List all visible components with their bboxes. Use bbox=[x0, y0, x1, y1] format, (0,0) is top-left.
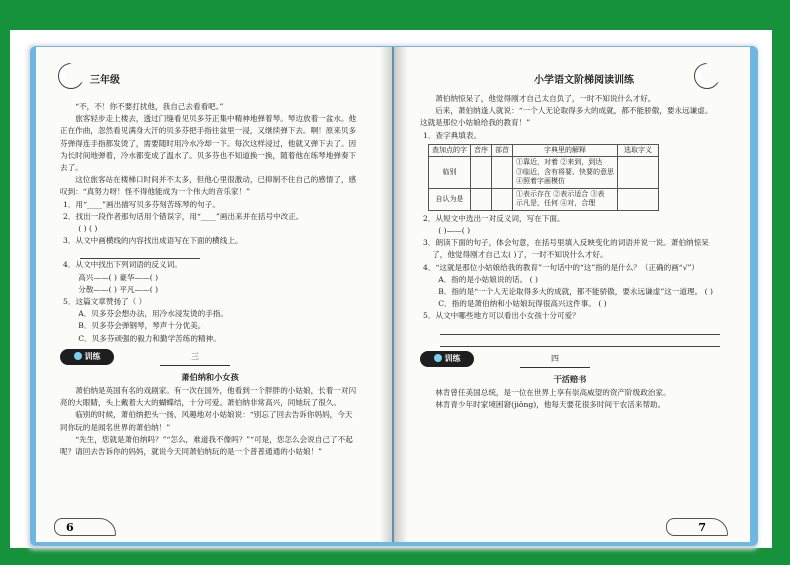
book-gutter-shadow bbox=[380, 47, 408, 542]
section-header bbox=[60, 349, 360, 369]
training-badge bbox=[420, 351, 474, 367]
footer-ornament bbox=[54, 518, 116, 536]
story-title: 萧伯纳和小女孩 bbox=[181, 371, 239, 382]
table-header: 选取字义 bbox=[618, 144, 659, 157]
choice: B．贝多芬会弹钢琴，琴声十分优美。 bbox=[78, 321, 206, 331]
right-page-header: 小学语文阶梯阅读训练 bbox=[534, 75, 634, 86]
question: 3．朗读下面的句子，体会句意，在括号里填入反映变化的词语并说一说。萧伯纳惊呆了，他觉得刚才自己太( )了，一时不知说什么才好。 bbox=[423, 238, 709, 260]
antonym-row: 高兴——( ) 豪华——( ) bbox=[78, 272, 159, 282]
green-border-bottom bbox=[0, 548, 790, 565]
question: 4．“这就是那位小姑娘给我的教育”一句话中的“这”指的是什么？（正确的画“√”） bbox=[423, 262, 700, 272]
story-paragraph: 林肯曾任美国总统，是一位在世界上享有崇高威望的资产阶级政治家。 bbox=[435, 387, 671, 397]
paragraph: “不，不！你不要打扰他，我自己去看看吧。” bbox=[75, 102, 224, 111]
question: 5．这篇文章赞扬了（ ） bbox=[63, 297, 147, 307]
paragraph: 后来，萧伯纳逢人就说：“一个人无论取得多大的成就，都不能骄傲，要永远谦虚。这就是那位小姑娘给我的教育！” bbox=[420, 106, 713, 128]
paragraph: 萧伯纳惊呆了，他觉得刚才自己太自负了，一时不知说什么才好。 bbox=[435, 94, 656, 103]
table-definition bbox=[513, 157, 618, 189]
antonym-row: 分散——( ) 平凡——( ) bbox=[78, 284, 159, 294]
training-badge bbox=[60, 349, 114, 365]
answer-line bbox=[80, 247, 200, 259]
green-border-left bbox=[0, 0, 10, 565]
table-header-row bbox=[429, 144, 659, 157]
footer-ornament bbox=[666, 518, 728, 536]
left-page-content bbox=[60, 101, 360, 458]
table-definition bbox=[513, 188, 618, 210]
table-header: 查加点的字 bbox=[429, 144, 471, 157]
answer-parens: ( ) ( ) bbox=[78, 224, 98, 234]
table-cell-empty[interactable] bbox=[471, 188, 492, 210]
choice: B．指的是“一个人无论取得多大的成就，都不能骄傲，要永远谦虚”这一道理。 ( ) bbox=[438, 287, 713, 297]
page-number: 6 bbox=[66, 521, 74, 534]
answer-parens: ( )——( ) bbox=[438, 226, 471, 236]
question: 3．从文中画横线的内容找出成语写在下面的横线上。 bbox=[63, 236, 243, 246]
moon-icon bbox=[694, 63, 720, 89]
question: 4．从文中找出下列词语的反义词。 bbox=[63, 260, 182, 270]
choice: C．指的是萧伯纳和小姑娘玩得很高兴这件事。 ( ) bbox=[438, 299, 607, 309]
table-cell-empty[interactable] bbox=[618, 157, 659, 189]
definition-line: 示凡是，任何 ④对，合理 bbox=[516, 199, 596, 208]
moon-icon bbox=[58, 63, 84, 89]
definition-line: ④照着字画模仿 bbox=[516, 177, 565, 186]
green-border-right bbox=[772, 0, 790, 565]
badge-label: 训练 bbox=[84, 351, 101, 361]
story-paragraph: 萧伯纳是英国有名的戏剧家。有一次在国外，他看到一个胖胖的小姑娘，长着一对闪亮的大眼睛，头上戴着大大的蝴蝶结，十分可爱。萧伯纳非常高兴，同她玩了很久。 bbox=[60, 386, 357, 408]
badge-dot-icon bbox=[74, 352, 82, 360]
definition-line: ①表示存在 ②表示适合 ③表 bbox=[516, 189, 605, 198]
page-number: 7 bbox=[698, 521, 706, 534]
left-page bbox=[36, 47, 392, 542]
question: 1．查字典填表。 bbox=[423, 130, 482, 140]
table-row bbox=[429, 188, 659, 210]
story-paragraph: “先生，您就是萧伯纳吗？”“怎么，难道我不像吗？”“可是，您怎么会说自己了不起呢？请回去告诉你的妈妈，就说今天同萧伯纳玩的是一个普普通通的小姑娘！” bbox=[60, 434, 353, 457]
question: 1．用“____”画出描写贝多芬刻苦练琴的句子。 bbox=[63, 199, 220, 209]
question: 2．找出一段作者那句话用个错误字，用“____”画出来并在括号中改正。 bbox=[63, 211, 304, 221]
table-header: 字典里的解释 bbox=[513, 144, 618, 157]
definition-line: ③临近，含有将要、快要的意思 bbox=[516, 167, 614, 176]
table-cell-empty[interactable] bbox=[471, 157, 492, 189]
definition-line: ①靠近，对着 ②来到，到达 bbox=[516, 158, 603, 167]
story-paragraph: 林肯青少年时家境困窘(jiǒng)，他每天要花很多时间干农活来帮助。 bbox=[435, 400, 666, 410]
story-paragraph: 临别的时候，萧伯纳把头一扬，风趣地对小姑娘说：“别忘了回去告诉你妈妈，今天同你玩的是闻名世界的萧伯纳！” bbox=[60, 410, 353, 432]
left-page-header: 三年级 bbox=[90, 75, 120, 86]
story-title: 干活赔书 bbox=[553, 373, 587, 384]
question: 5．从文中哪些地方可以看出小女孩十分可爱？ bbox=[423, 311, 580, 321]
choice: A．指的是小姑娘说的话。 ( ) bbox=[438, 274, 539, 284]
table-cell-empty[interactable] bbox=[492, 188, 513, 210]
dictionary-table bbox=[428, 144, 659, 211]
badge-label: 训练 bbox=[444, 353, 461, 363]
choice: A．贝多芬会想办法，用冷水浸发烫的手指。 bbox=[78, 309, 228, 319]
section-header bbox=[420, 351, 720, 371]
table-word: 自认为是 bbox=[429, 188, 471, 210]
table-cell-empty[interactable] bbox=[492, 157, 513, 189]
paragraph: 这位旅客站在楼梯口时间并不太多，但他心里很激动，已抑制不住自己的感情了，感叹到：“真努力呀！怪不得他能成为一个伟大的音乐家！” bbox=[60, 175, 357, 197]
section-number: 四 bbox=[520, 351, 590, 368]
right-page bbox=[394, 47, 750, 542]
right-page-content bbox=[420, 93, 720, 411]
table-cell-empty[interactable] bbox=[618, 188, 659, 210]
question: 2．从短文中选出一对反义词，写在下面。 bbox=[423, 213, 565, 223]
answer-line bbox=[440, 335, 720, 347]
choice: C．贝多芬顽强的毅力和勤学苦练的精神。 bbox=[78, 333, 221, 343]
badge-dot-icon bbox=[434, 354, 442, 362]
table-word: 临别 bbox=[429, 157, 471, 189]
table-row bbox=[429, 157, 659, 189]
answer-line bbox=[440, 323, 720, 335]
table-header: 音序 bbox=[471, 144, 492, 157]
green-border-top bbox=[0, 0, 790, 30]
paragraph: 旅客轻步走上楼去，透过门缝看见贝多芬正集中精神地弹着琴。琴边放着一盆水。他正在作曲，忽然看见满身大汗的贝多芬把手指往盆里一浸，又继续弹下去。啊！原来贝多芬弹得连手指都发烫了，需要随时用冷水冷却一下。每次这样浸过，他就又弹下去了。因为长时间地弹着，冷水都变成了温水了。贝多芬也不知道换一换，随着他在练琴地弹奏下去了。 bbox=[60, 114, 357, 173]
section-number: 三 bbox=[160, 349, 230, 366]
table-header: 部首 bbox=[492, 144, 513, 157]
